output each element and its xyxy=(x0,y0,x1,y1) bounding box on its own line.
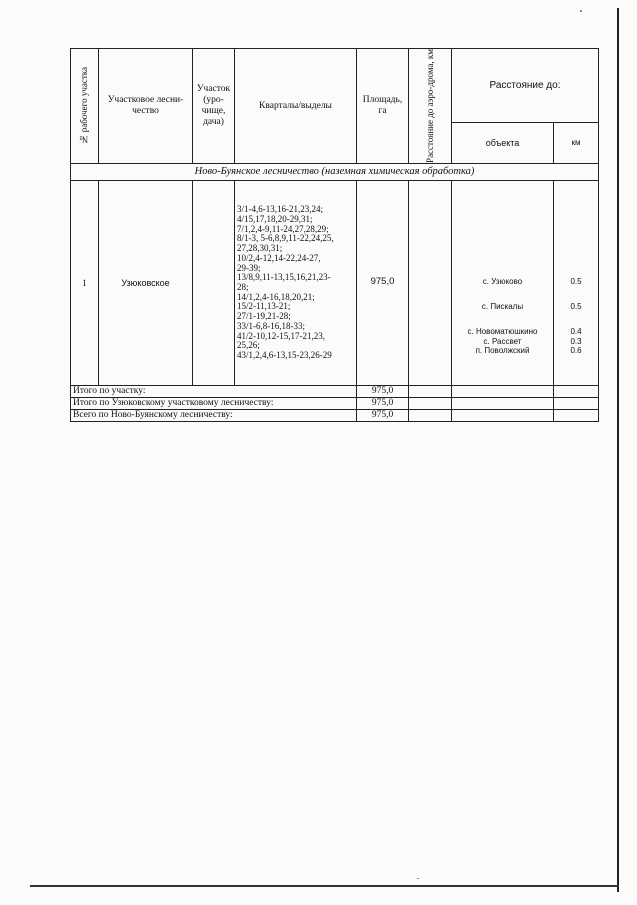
object-km: 0.4 xyxy=(570,327,582,337)
object-km: 0.5 xyxy=(570,276,582,286)
quarter-line: 4/15,17,18,20-29,31; xyxy=(237,213,313,224)
quarter-line: 10/2,4-12,14-22,24-27, xyxy=(237,252,321,263)
total-row-plot xyxy=(71,385,599,397)
row-number: 1 xyxy=(71,180,99,385)
total-area: 975,0 xyxy=(357,385,409,397)
object-name: с. Рассвет xyxy=(483,336,522,346)
header-quarters: Кварталы/выделы xyxy=(235,49,357,164)
header-object: объекта xyxy=(452,122,554,163)
forestry-table xyxy=(70,48,599,422)
object-name: п. Поволжский xyxy=(475,345,530,355)
quarter-line: 13/8,9,11-13,15,16,21,23- xyxy=(237,272,331,283)
quarter-line: 15/2-11,13-21; xyxy=(237,301,291,312)
row-km xyxy=(554,180,599,385)
header-distance: Расстояние до: xyxy=(452,49,599,123)
quarter-line: 27,28,30,31; xyxy=(237,243,283,254)
quarter-line: 3/1-4,6-13,16-21,23,24; xyxy=(237,204,323,215)
scan-speck xyxy=(580,10,582,12)
page-edge-bottom xyxy=(30,885,619,887)
quarter-line: 25,26; xyxy=(237,340,260,351)
total-row-uzyukovskoe xyxy=(71,397,599,409)
quarter-line: 33/1-6,8-16,18-33; xyxy=(237,320,305,331)
quarter-line: 29-39; xyxy=(237,262,261,273)
scan-speck xyxy=(417,878,419,879)
object-km: 0.3 xyxy=(570,336,582,346)
quarter-line: 28; xyxy=(237,281,249,292)
quarter-line: 43/1,2,4,6-13,15-23,26-29 xyxy=(237,349,332,360)
total-area: 975,0 xyxy=(357,397,409,409)
total-label: Итого по Узюковскому участковому лесничеству: xyxy=(71,397,357,409)
header-number: № рабочего участка xyxy=(71,49,99,164)
total-row-novo-buyanskoe xyxy=(71,409,599,421)
header-airfield-distance: Расстояние до аэро-дрома, км xyxy=(409,49,452,164)
row-plot xyxy=(193,180,235,385)
object-name: с. Узюково xyxy=(482,276,523,286)
section-title: Ново-Буянское лесничество (наземная химическая обработка) xyxy=(71,163,599,180)
header-plot: Участок (уро-чище, дача) xyxy=(193,49,235,164)
total-area: 975,0 xyxy=(357,409,409,421)
row-area: 975,0 xyxy=(357,180,409,385)
header-forestry: Участковое лесни-чество xyxy=(99,49,193,164)
page-edge-right xyxy=(617,8,619,892)
object-km: 0.5 xyxy=(570,302,582,312)
quarter-line: 8/1-3, 5-6,8,9,11-22,24,25, xyxy=(237,233,334,244)
row-objects xyxy=(452,180,554,385)
header-km: км xyxy=(554,122,599,163)
row-forestry: Узюковское xyxy=(99,180,193,385)
total-label: Итого по участку: xyxy=(71,385,357,397)
quarter-line: 14/1,2,4-16,18,20,21; xyxy=(237,291,315,302)
row-quarters xyxy=(235,180,357,385)
object-name: с. Новоматюшкино xyxy=(467,327,538,337)
row-airfield xyxy=(409,180,452,385)
object-km: 0.6 xyxy=(570,345,582,355)
object-name: с. Пискалы xyxy=(481,302,524,312)
quarter-line: 7/1,2,4-9,11-24,27,28,29; xyxy=(237,223,329,234)
header-area: Площадь, га xyxy=(357,49,409,164)
quarter-line: 27/1-19,21-28; xyxy=(237,311,291,322)
total-label: Всего по Ново-Буянскому лесничеству: xyxy=(71,409,357,421)
quarter-line: 41/2-10,12-15,17-21,23, xyxy=(237,330,325,341)
